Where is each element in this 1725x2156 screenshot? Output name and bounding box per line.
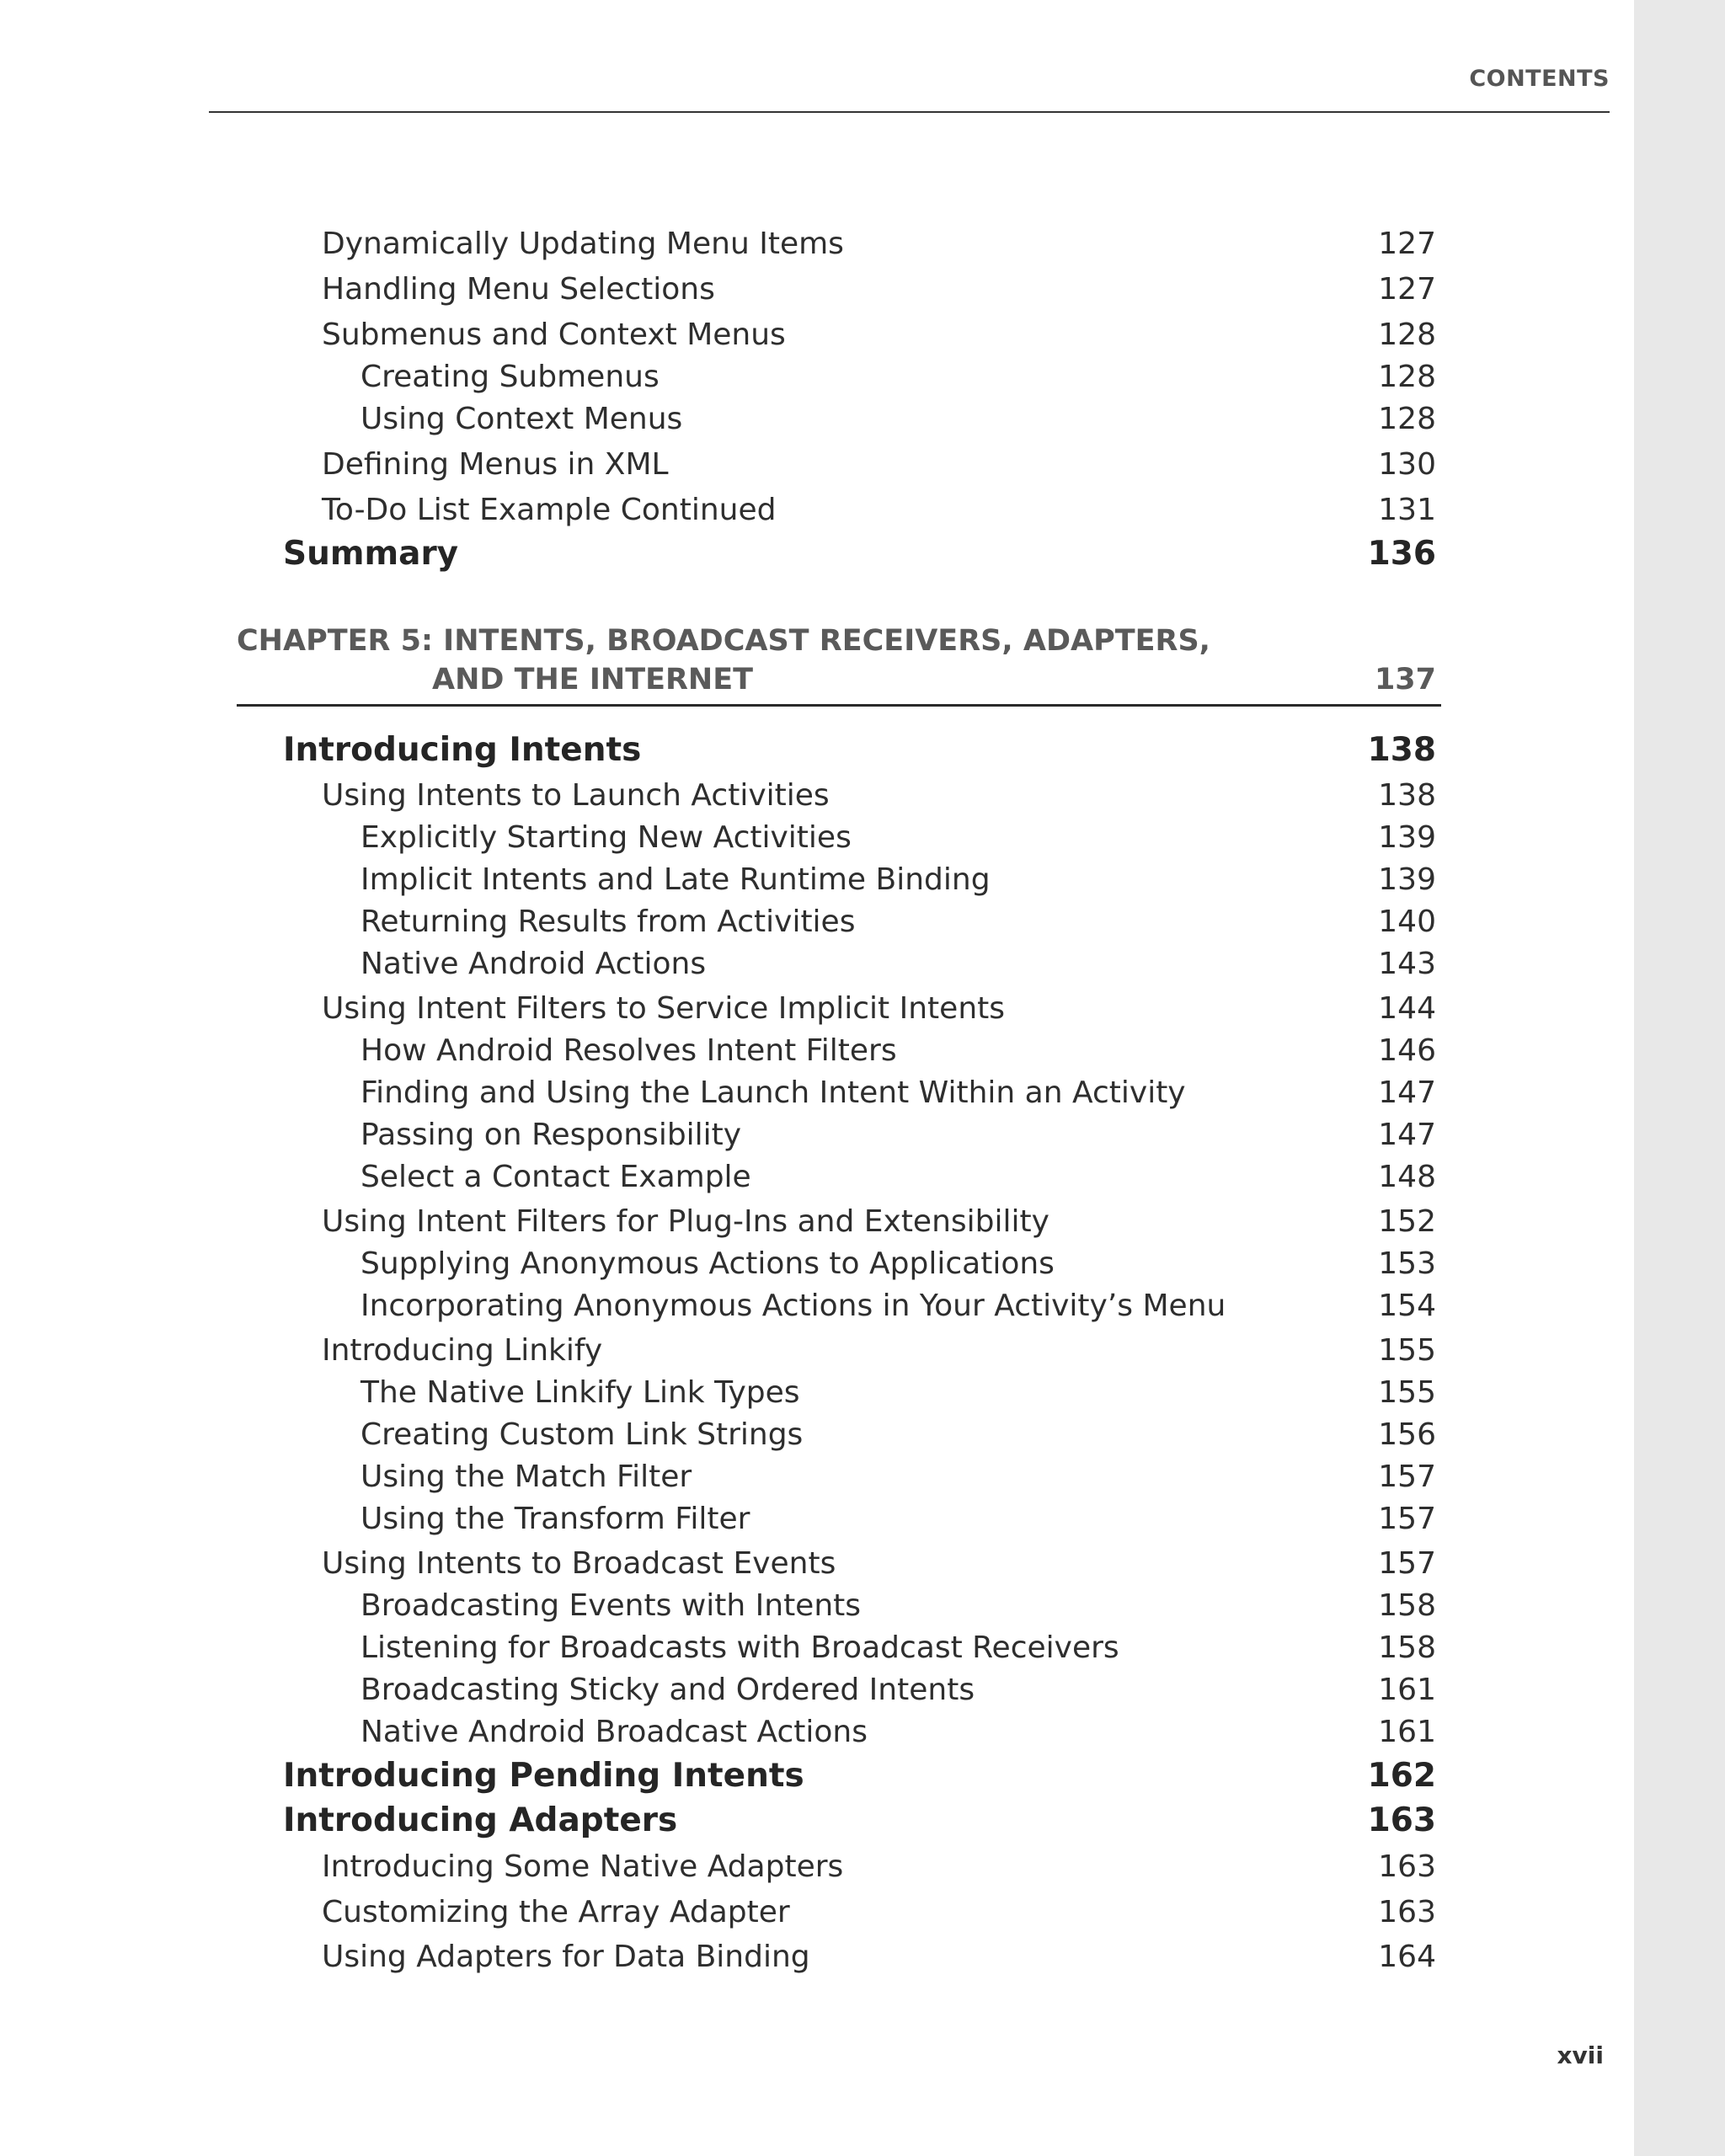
toc-entry-title: Explicitly Starting New Activities — [360, 820, 852, 855]
toc-entry-title: Creating Submenus — [360, 360, 660, 394]
toc-entry-page: 157 — [1378, 1460, 1436, 1494]
toc-entry-title: How Android Resolves Intent Filters — [360, 1033, 897, 1068]
page-number: xvii — [1557, 2041, 1604, 2069]
toc-entry[interactable] — [0, 729, 1436, 771]
toc-entry-page: 158 — [1378, 1588, 1436, 1623]
toc-entry[interactable] — [0, 444, 1436, 486]
toc-entry-title: Using Intent Filters for Plug-Ins and Extensibility — [322, 1204, 1049, 1239]
toc-entry-page: 128 — [1378, 360, 1436, 394]
toc-entry[interactable] — [0, 398, 1436, 440]
toc-entry-title: Using Context Menus — [360, 402, 683, 436]
toc-entry[interactable] — [0, 1755, 1436, 1797]
toc-entry-title: Select a Contact Example — [360, 1160, 751, 1194]
toc-entry[interactable] — [0, 1498, 1436, 1540]
toc-entry-title: Using Intents to Launch Activities — [322, 778, 830, 813]
toc-entry[interactable] — [0, 1456, 1436, 1498]
toc-entry-title: Implicit Intents and Late Runtime Binding — [360, 862, 991, 897]
toc-entry-page: 127 — [1378, 227, 1436, 261]
toc-entry[interactable] — [0, 1892, 1436, 1934]
toc-entry-page: 163 — [1367, 1801, 1436, 1839]
toc-entry-page: 155 — [1378, 1375, 1436, 1410]
toc-entry[interactable] — [0, 269, 1436, 311]
toc-entry-title: The Native Linkify Link Types — [360, 1375, 800, 1410]
toc-entry-page: 154 — [1378, 1289, 1436, 1323]
toc-entry[interactable] — [0, 356, 1436, 398]
toc-entry[interactable] — [0, 1030, 1436, 1072]
toc-entry-title: Returning Results from Activities — [360, 905, 856, 939]
toc-entry[interactable] — [0, 1627, 1436, 1669]
toc-entry-title: Using Adapters for Data Binding — [322, 1940, 810, 1974]
toc-entry[interactable] — [0, 1072, 1436, 1114]
toc-entry-title: Native Android Broadcast Actions — [360, 1715, 868, 1749]
toc-entry-page: 157 — [1378, 1546, 1436, 1581]
toc-entry-page: 161 — [1378, 1673, 1436, 1707]
toc-entry-page: 156 — [1378, 1417, 1436, 1452]
toc-entry-title: Passing on Responsibility — [360, 1118, 742, 1152]
toc-entry-title: Finding and Using the Launch Intent Within an Activity — [360, 1075, 1186, 1110]
toc-entry-title: Native Android Actions — [360, 947, 707, 981]
toc-entry-title: Defining Menus in XML — [322, 447, 669, 482]
toc-entry-title: Summary — [283, 535, 459, 573]
toc-entry-page: 148 — [1378, 1160, 1436, 1194]
toc-entry-title: Introducing Pending Intents — [283, 1757, 804, 1795]
toc-entry-title: Introducing Linkify — [322, 1333, 603, 1368]
toc-entry-page: 138 — [1367, 731, 1436, 769]
toc-entry[interactable] — [0, 1800, 1436, 1842]
toc-entry[interactable] — [0, 1711, 1436, 1753]
toc-entry-title: Introducing Intents — [283, 731, 642, 769]
toc-entry-title: Creating Custom Link Strings — [360, 1417, 804, 1452]
toc-entry-title: Broadcasting Events with Intents — [360, 1588, 862, 1623]
toc-entry-page: 147 — [1378, 1075, 1436, 1110]
toc-entry-page: 146 — [1378, 1033, 1436, 1068]
toc-entry-page: 152 — [1378, 1204, 1436, 1239]
toc-entry[interactable] — [0, 1243, 1436, 1285]
toc-entry[interactable] — [0, 859, 1436, 901]
toc-entry-page: 139 — [1378, 820, 1436, 855]
toc-entry-page: 158 — [1378, 1630, 1436, 1665]
toc-entry[interactable] — [0, 943, 1436, 985]
toc-entry-page: 163 — [1378, 1895, 1436, 1929]
toc-entry[interactable] — [0, 489, 1436, 531]
toc-entry-title: Introducing Adapters — [283, 1801, 678, 1839]
toc-entry-title: To-Do List Example Continued — [322, 493, 777, 527]
toc-entry[interactable] — [0, 1201, 1436, 1243]
toc-entry[interactable] — [0, 223, 1436, 265]
running-head: CONTENTS — [1469, 66, 1610, 92]
toc-entry-page: 139 — [1378, 862, 1436, 897]
toc-entry[interactable] — [0, 1669, 1436, 1711]
toc-entry-page: 128 — [1378, 402, 1436, 436]
toc-entry-page: 162 — [1367, 1757, 1436, 1795]
toc-entry-page: 143 — [1378, 947, 1436, 981]
toc-entry-page: 130 — [1378, 447, 1436, 482]
toc-entry[interactable] — [0, 901, 1436, 943]
toc-entry[interactable] — [0, 1372, 1436, 1414]
toc-entry-page: 131 — [1378, 493, 1436, 527]
toc-entry[interactable] — [0, 988, 1436, 1030]
chapter-rule — [237, 704, 1441, 707]
toc-entry[interactable] — [0, 817, 1436, 859]
toc-entry-title: Customizing the Array Adapter — [322, 1895, 790, 1929]
toc-entry[interactable] — [0, 1330, 1436, 1372]
chapter-heading[interactable] — [237, 620, 1441, 704]
toc-entry[interactable] — [0, 1285, 1436, 1327]
toc-entry-title: Handling Menu Selections — [322, 272, 715, 307]
toc-entry[interactable] — [0, 314, 1436, 356]
toc-entry-title: Broadcasting Sticky and Ordered Intents — [360, 1673, 975, 1707]
chapter-title-line-1: CHAPTER 5: INTENTS, BROADCAST RECEIVERS, ADAPTERS, — [237, 624, 1210, 658]
toc-entry-title: Supplying Anonymous Actions to Applications — [360, 1246, 1055, 1281]
toc-entry[interactable] — [0, 1414, 1436, 1456]
toc-entry-title: Submenus and Context Menus — [322, 318, 786, 352]
toc-entry[interactable] — [0, 533, 1436, 575]
toc-entry-page: 138 — [1378, 778, 1436, 813]
toc-entry[interactable] — [0, 1936, 1436, 1978]
toc-entry-page: 163 — [1378, 1849, 1436, 1884]
toc-entry-page: 140 — [1378, 905, 1436, 939]
toc-entry-title: Using the Match Filter — [360, 1460, 692, 1494]
toc-entry-title: Incorporating Anonymous Actions in Your Activity’s Menu — [360, 1289, 1226, 1323]
toc-entry-title: Using Intent Filters to Service Implicit Intents — [322, 991, 1006, 1026]
toc-entry-page: 161 — [1378, 1715, 1436, 1749]
toc-entry-page: 153 — [1378, 1246, 1436, 1281]
toc-entry-page: 127 — [1378, 272, 1436, 307]
toc-entry-page: 128 — [1378, 318, 1436, 352]
toc-entry[interactable] — [0, 1156, 1436, 1198]
toc-entry[interactable] — [0, 1585, 1436, 1627]
chapter-title-line-2: AND THE INTERNET — [432, 663, 754, 696]
toc-entry-title: Listening for Broadcasts with Broadcast Receivers — [360, 1630, 1119, 1665]
toc-entry-page: 164 — [1378, 1940, 1436, 1974]
toc-entry-page: 157 — [1378, 1502, 1436, 1536]
toc-entry[interactable] — [0, 775, 1436, 817]
toc-entry[interactable] — [0, 1543, 1436, 1585]
toc-entry[interactable] — [0, 1846, 1436, 1888]
toc-entry-title: Using Intents to Broadcast Events — [322, 1546, 836, 1581]
toc-entry-page: 144 — [1378, 991, 1436, 1026]
toc-entry-title: Using the Transform Filter — [360, 1502, 750, 1536]
toc-entry[interactable] — [0, 1114, 1436, 1156]
toc-entry-page: 136 — [1367, 535, 1436, 573]
toc-entry-title: Introducing Some Native Adapters — [322, 1849, 844, 1884]
toc-entry-title: Dynamically Updating Menu Items — [322, 227, 844, 261]
toc-entry-page: 147 — [1378, 1118, 1436, 1152]
toc-entry-page: 155 — [1378, 1333, 1436, 1368]
chapter-page: 137 — [1374, 663, 1436, 696]
